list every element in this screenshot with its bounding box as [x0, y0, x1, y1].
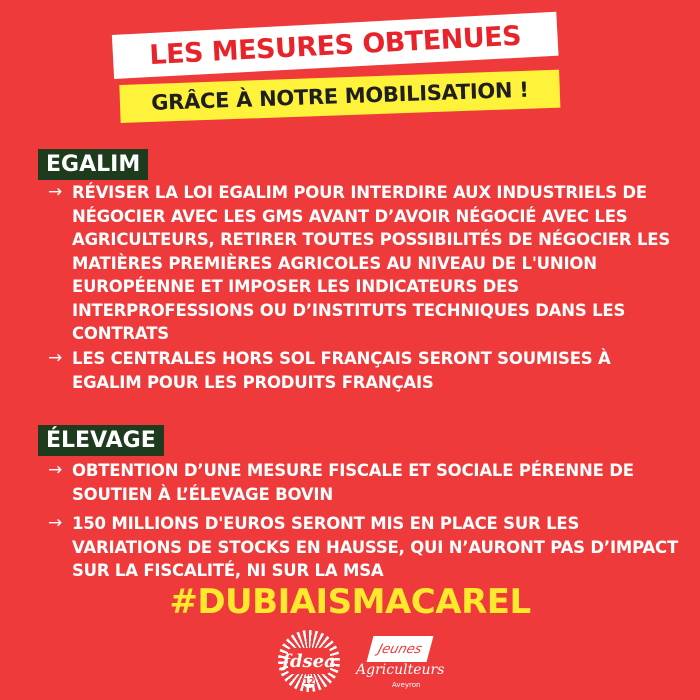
- list-item-text: OBTENTION D’UNE MESURE FISCALE ET SOCIALE PÉRENNE DE SOUTIEN À L’ÉLEVAGE BOVIN: [72, 461, 634, 504]
- list-item: [48, 459, 684, 506]
- arrow-right-icon: →: [48, 513, 63, 533]
- page-subtitle: GRÂCE À NOTRE MOBILISATION !: [150, 77, 529, 115]
- list-item-text: 150 MILLIONS D'EUROS SERONT MIS EN PLACE SUR LES VARIATIONS DE STOCKS EN HAUSSE, QUI N’AURONT PAS D’IMPACT SUR LA FISCALITÉ, NI SUR LA MSA: [72, 514, 679, 580]
- fdsea-logo-text: fdsea: [282, 650, 336, 672]
- ja-logo-main: Agriculteurs: [356, 662, 445, 678]
- jeunes-agriculteurs-logo: [352, 636, 462, 696]
- list-item: [48, 347, 684, 394]
- arrow-right-icon: →: [48, 182, 63, 202]
- footer-logos: [0, 630, 700, 700]
- section-tag-elevage: ÉLEVAGE: [38, 425, 164, 456]
- list-item-text: RÉVISER LA LOI EGALIM POUR INTERDIRE AUX INDUSTRIELS DE NÉGOCIER AVEC LES GMS AVANT D’AVOIR NÉGOCIÉ AVEC LES AGRICULTEURS, RETIRER TOUTES POSSIBILITÉS DE NÉGOCIER LES MATIÈRES PREMIÈRES AGRICOLES AU NIVEAU DE L'UNION EUROPÉENNE ET IMPOSER LES INDICATEURS DES INTERPROFESSIONS OU D’INSTITUTS TECHNIQUES DANS LES CONTRATS: [72, 183, 671, 343]
- list-item-text: LES CENTRALES HORS SOL FRANÇAIS SERONT SOUMISES À EGALIM POUR LES PRODUITS FRANÇAIS: [72, 349, 611, 392]
- section-tag-egalim: EGALIM: [38, 149, 148, 180]
- ja-logo-top: Jeunes: [376, 641, 424, 657]
- title-banner: [112, 12, 559, 79]
- hashtag: #DUBIAISMACAREL: [169, 582, 531, 622]
- page-title: LES MESURES OBTENUES: [148, 20, 522, 71]
- ja-logo-region: Aveyron: [392, 681, 421, 689]
- subtitle-banner: [119, 70, 560, 123]
- fdsea-logo-number: 12: [303, 677, 315, 686]
- fdsea-logo: [278, 630, 340, 692]
- arrow-right-icon: →: [48, 460, 63, 480]
- list-item: [48, 512, 684, 583]
- arrow-right-icon: →: [48, 348, 63, 368]
- list-item: [48, 181, 684, 346]
